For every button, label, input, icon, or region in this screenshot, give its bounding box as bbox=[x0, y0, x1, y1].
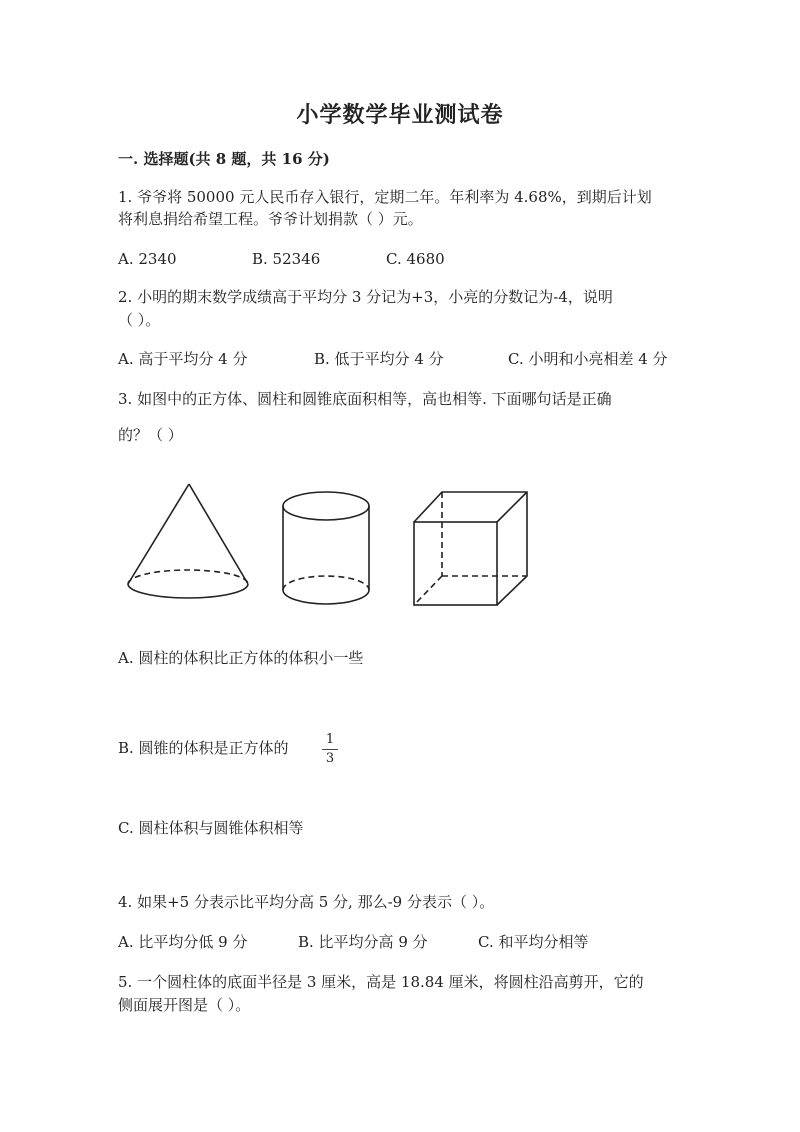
solids-figure bbox=[118, 478, 538, 610]
q4-option-c: C. 和平均分相等 bbox=[478, 933, 589, 951]
q3-text-line1: 3. 如图中的正方体、圆柱和圆锥底面积相等，高也相等. 下面哪句话是正确 bbox=[118, 390, 612, 408]
q2-option-a: A. 高于平均分 4 分 bbox=[118, 350, 248, 368]
q3-text-line2: 的？（ ） bbox=[118, 426, 183, 444]
cone-figure bbox=[128, 484, 248, 598]
q4-option-a: A. 比平均分低 9 分 bbox=[118, 933, 248, 951]
q1-option-a: A. 2340 bbox=[118, 250, 177, 268]
q5-text-line1: 5. 一个圆柱体的底面半径是 3 厘米，高是 18.84 厘米，将圆柱沿高剪开，它的 bbox=[118, 973, 644, 991]
q1-text-line1: 1. 爷爷将 50000 元人民币存入银行，定期二年。年利率为 4.68%，到期后计划 bbox=[118, 188, 652, 206]
section-heading: 一. 选择题(共 8 题，共 16 分) bbox=[118, 150, 330, 168]
q1-option-c: C. 4680 bbox=[386, 250, 445, 268]
page-title: 小学数学毕业测试卷 bbox=[296, 102, 504, 128]
q2-option-b: B. 低于平均分 4 分 bbox=[314, 350, 444, 368]
q1-text-line2: 将利息捐给希望工程。爷爷计划捐款（ ）元。 bbox=[118, 210, 423, 228]
one-third-fraction bbox=[322, 732, 338, 767]
q2-text-line1: 2. 小明的期末数学成绩高于平均分 3 分记为+3，小亮的分数记为-4，说明 bbox=[118, 288, 613, 306]
q5-text-line2: 侧面展开图是（ ）。 bbox=[118, 996, 251, 1014]
fraction-bar bbox=[322, 749, 338, 750]
q3-option-c: C. 圆柱体积与圆锥体积相等 bbox=[118, 819, 304, 837]
cube-figure bbox=[414, 492, 527, 605]
q1-option-b: B. 52346 bbox=[252, 250, 321, 268]
q4-option-b: B. 比平均分高 9 分 bbox=[298, 933, 428, 951]
fraction-denominator: 3 bbox=[325, 751, 335, 766]
q4-text-line1: 4. 如果+5 分表示比平均分高 5 分, 那么-9 分表示（ ）。 bbox=[118, 893, 495, 911]
q3-option-b: B. 圆锥的体积是正方体的 bbox=[118, 739, 289, 757]
q3-option-a: A. 圆柱的体积比正方体的体积小一些 bbox=[118, 649, 364, 667]
q2-option-c: C. 小明和小亮相差 4 分 bbox=[508, 350, 668, 368]
cylinder-figure bbox=[283, 492, 369, 604]
q2-text-line2: （ ）。 bbox=[118, 311, 161, 329]
fraction-numerator: 1 bbox=[325, 732, 335, 747]
